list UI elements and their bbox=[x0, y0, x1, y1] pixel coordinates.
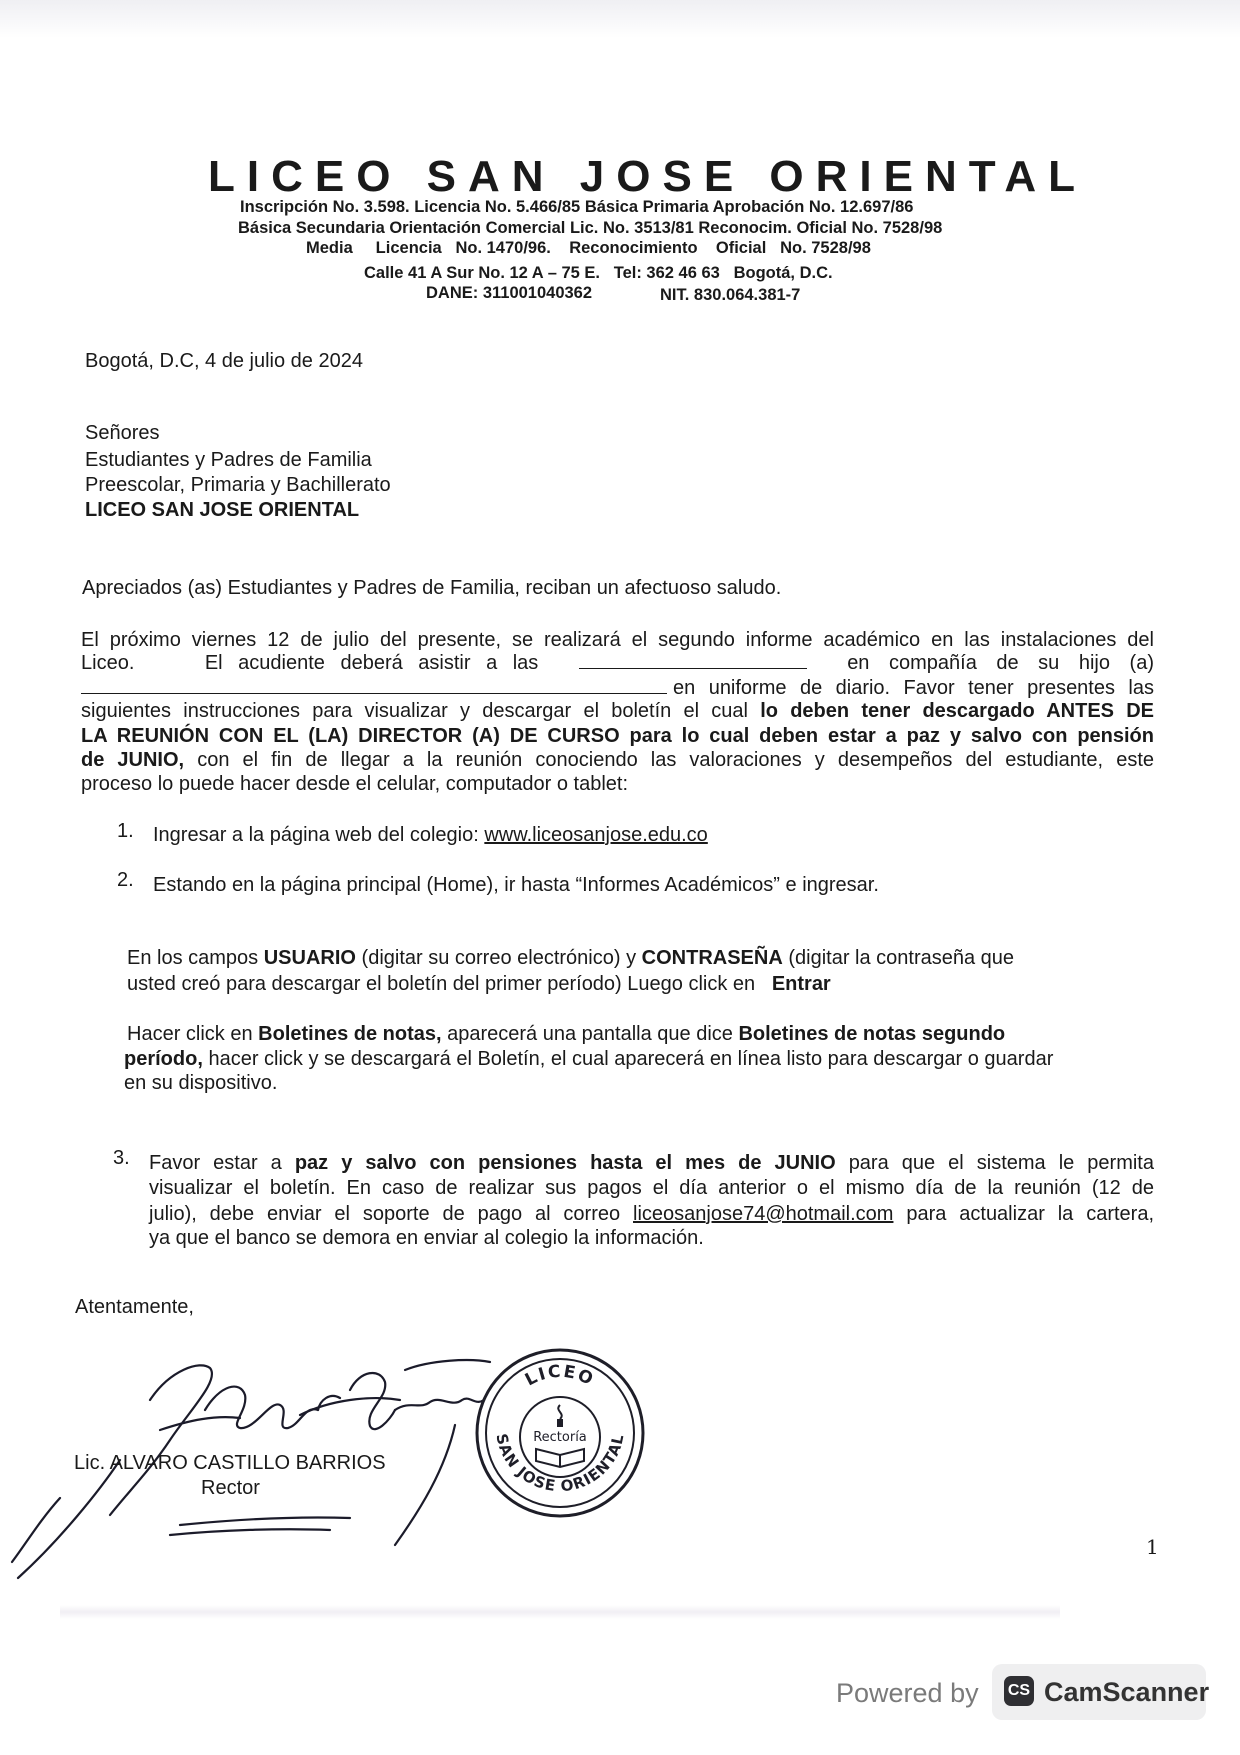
powered-by-text: Powered by bbox=[836, 1678, 979, 1708]
school-seal-stamp bbox=[474, 1347, 646, 1519]
p1-contrasena: CONTRASEÑA bbox=[641, 947, 783, 969]
body-line-2b: El acudiente deberá asistir a las bbox=[204, 652, 539, 674]
svg-text:LICEO bbox=[522, 1362, 598, 1391]
header-nit: NIT. 830.064.381-7 bbox=[660, 286, 801, 304]
p1-f: usted creó para descargar el boletín del primer período) Luego click en bbox=[127, 973, 756, 995]
bulletin-instructions-line-1 bbox=[127, 1021, 1087, 1047]
step-3-line-4: ya que el banco se demora en enviar al colegio la información. bbox=[149, 1227, 704, 1249]
recipient-line-2: Estudiantes y Padres de Familia bbox=[85, 449, 372, 471]
p1-c: (digitar su correo electrónico) y bbox=[361, 947, 637, 969]
closing: Atentamente, bbox=[75, 1296, 194, 1318]
seal-top-text: LICEO bbox=[521, 1361, 598, 1391]
s3-c: para que el sistema le permita bbox=[848, 1152, 1154, 1174]
body-line-6a: de JUNIO, bbox=[81, 749, 185, 771]
seal-center-text: Rectoría bbox=[533, 1430, 587, 1445]
body-line-4 bbox=[81, 698, 1154, 724]
header-line-4: Calle 41 A Sur No. 12 A – 75 E. Tel: 362 46 63 Bogotá, D.C. bbox=[364, 264, 833, 282]
camscanner-brand: CamScanner bbox=[1044, 1677, 1210, 1707]
header-line-2: Básica Secundaria Orientación Comercial Lic. No. 3513/81 Reconocim. Oficial No. 7528/98 bbox=[238, 219, 943, 237]
header-dane: DANE: 311001040362 bbox=[426, 284, 593, 302]
header-line-3: Media Licencia No. 1470/96. Reconocimiento Oficial No. 7528/98 bbox=[306, 239, 871, 257]
p2-c: aparecerá una pantalla que dice bbox=[447, 1023, 733, 1045]
login-instructions-line-1 bbox=[127, 945, 1099, 971]
step-3-line-2: visualizar el boletín. En caso de realizar sus pagos el día anterior o el mismo día de la reunión (12 de bbox=[149, 1177, 1154, 1199]
payment-email-link[interactable]: liceosanjose74@hotmail.com bbox=[633, 1203, 894, 1225]
s3-paz-y-salvo: paz y salvo con pensiones hasta el mes de JUNIO bbox=[294, 1152, 836, 1174]
p2-f: hacer click y se descargará el Boletín, el cual aparecerá en línea listo para descargar o guardar bbox=[208, 1048, 1054, 1070]
seal-bottom-text: SAN JOSE ORIENTAL bbox=[492, 1431, 628, 1496]
step-3-line-3 bbox=[149, 1201, 1154, 1227]
login-instructions-line-2 bbox=[127, 971, 831, 997]
step-2-number: 2. bbox=[117, 869, 134, 891]
body-line-4a: siguientes instrucciones para visualizar y descargar el boletín el cual bbox=[81, 700, 748, 722]
p1-entrar: Entrar bbox=[771, 973, 831, 995]
school-name-title: LICEO SAN JOSE ORIENTAL bbox=[208, 152, 1088, 201]
scan-top-edge bbox=[0, 0, 1240, 38]
school-website-link[interactable]: www.liceosanjose.edu.co bbox=[484, 824, 708, 846]
recipient-line-1: Señores bbox=[85, 422, 160, 444]
body-line-4b: lo deben tener descargado ANTES DE bbox=[760, 700, 1155, 722]
step-3-number: 3. bbox=[113, 1147, 130, 1169]
student-blank bbox=[81, 675, 667, 694]
p1-e: (digitar la contraseña que bbox=[788, 947, 1015, 969]
time-blank bbox=[579, 650, 807, 669]
signatory-title: Rector bbox=[201, 1477, 260, 1499]
letter-date: Bogotá, D.C, 4 de julio de 2024 bbox=[85, 350, 363, 372]
scan-fold-shadow bbox=[60, 1605, 1060, 1619]
signatory-name: Lic. ALVARO CASTILLO BARRIOS bbox=[74, 1452, 386, 1474]
body-line-6 bbox=[81, 747, 1154, 773]
recipient-line-4: LICEO SAN JOSE ORIENTAL bbox=[85, 499, 360, 521]
greeting: Apreciados (as) Estudiantes y Padres de Familia, reciban un afectuoso saludo. bbox=[82, 577, 782, 599]
bulletin-instructions-line-2 bbox=[124, 1046, 1144, 1072]
s3-e: julio), debe enviar el soporte de pago al correo bbox=[149, 1203, 621, 1225]
p1-a: En los campos bbox=[127, 947, 259, 969]
step-1-text: Ingresar a la página web del colegio: bbox=[153, 824, 479, 846]
camscanner-logo-icon: CS bbox=[1004, 1676, 1034, 1706]
p2-boletines-segundo: Boletines de notas segundo bbox=[738, 1023, 1006, 1045]
body-line-5: LA REUNIÓN CON EL (LA) DIRECTOR (A) DE CURSO para lo cual deben estar a paz y salvo con pensión bbox=[81, 725, 1154, 747]
body-line-3-text: en uniforme de diario. Favor tener presentes las bbox=[673, 677, 1154, 699]
body-line-1: El próximo viernes 12 de julio del presente, se realizará el segundo informe académico en las instalaciones del bbox=[81, 629, 1154, 651]
body-line-6b: con el fin de llegar a la reunión conociendo las valoraciones y desempeños del estudiante, este bbox=[197, 749, 1154, 771]
page-number: 1 bbox=[1146, 1535, 1159, 1559]
p2-a: Hacer click en bbox=[127, 1023, 253, 1045]
recipient-line-3: Preescolar, Primaria y Bachillerato bbox=[85, 474, 391, 496]
s3-g: para actualizar la cartera, bbox=[906, 1203, 1154, 1225]
p1-usuario: USUARIO bbox=[263, 947, 356, 969]
body-line-2c: en compañía de su hijo (a) bbox=[847, 652, 1154, 674]
p2-periodo: período, bbox=[124, 1048, 203, 1070]
step-1-number: 1. bbox=[117, 820, 134, 842]
bulletin-instructions-line-3: en su dispositivo. bbox=[124, 1072, 278, 1094]
body-line-2 bbox=[81, 650, 1154, 676]
body-line-2a: Liceo. bbox=[81, 652, 135, 674]
body-line-7: proceso lo puede hacer desde el celular, computador o tablet: bbox=[81, 773, 629, 795]
header-line-1: Inscripción No. 3.598. Licencia No. 5.466/85 Básica Primaria Aprobación No. 12.697/86 bbox=[240, 198, 914, 216]
step-3-line-1 bbox=[149, 1150, 1154, 1176]
step-2-text: Estando en la página principal (Home), ir hasta “Informes Académicos” e ingresar. bbox=[153, 874, 879, 896]
s3-a: Favor estar a bbox=[149, 1152, 282, 1174]
step-1 bbox=[153, 822, 708, 848]
p2-boletines: Boletines de notas, bbox=[258, 1023, 442, 1045]
